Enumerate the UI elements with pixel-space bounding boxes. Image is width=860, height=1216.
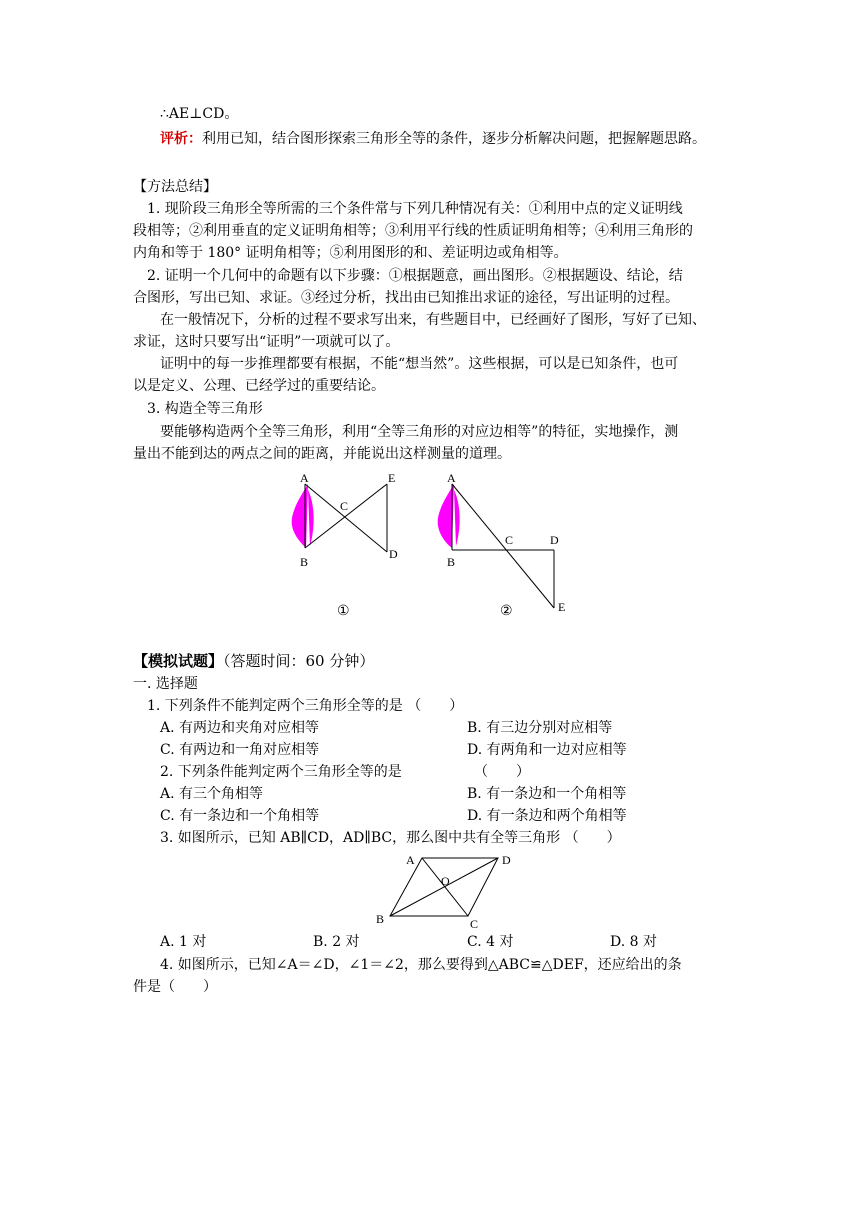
quiz-heading: 【模拟试题】 [133, 652, 224, 670]
q1-option-c: C. 有两边和一角对应相等 [160, 742, 320, 758]
method-p4-line1: 证明中的每一步推理都要有根据，不能“想当然”。这些根据，可以是已知条件，也可 [160, 356, 679, 372]
q3-stem: 3. 如图所示，已知 AB∥CD，AD∥BC，那么图中共有全等三角形 （ ） [160, 830, 621, 846]
fig2-label-E: E [558, 600, 566, 614]
fig1-label-C: C [340, 499, 349, 513]
q4-stem-line2: 件是（ ） [133, 979, 217, 995]
q3-option-a: A. 1 对 [160, 934, 207, 950]
q2-paren: （ ） [474, 764, 530, 780]
method-p2-line2: 合图形，写出已知、求证。③经过分析，找出由已知推出求证的途径，写出证明的过程。 [133, 290, 679, 306]
q3-option-c: C. 4 对 [467, 934, 514, 950]
method-p6-line2: 量出不能到达的两点之间的距离，并能说出这样测量的道理。 [133, 446, 511, 462]
q1-stem: 1. 下列条件不能判定两个三角形全等的是 （ ） [147, 698, 464, 714]
fig1-label-E: E [388, 471, 396, 485]
para-label-A: A [406, 853, 415, 867]
method-p6-line1: 要能够构造两个全等三角形，利用“全等三角形的对应边相等”的特征，实地操作，测 [160, 424, 679, 440]
figure-1-shading-inner [308, 490, 314, 546]
quiz-heading-line [133, 650, 374, 672]
analysis-text: 利用已知，结合图形探索三角形全等的条件，逐步分析解决问题，把握解题思路。 [202, 131, 706, 147]
q1-option-d: D. 有两角和一边对应相等 [467, 742, 627, 758]
method-p1-line2: 段相等；②利用垂直的定义证明角相等；③利用平行线的性质证明角相等；④利用三角形的 [133, 223, 693, 239]
para-label-C: C [470, 917, 479, 931]
method-heading: 【方法总结】 [133, 179, 217, 195]
method-p1-line1: 1. 现阶段三角形全等所需的三个条件常与下列几种情况有关：①利用中点的定义证明线 [147, 201, 683, 217]
fig1-label-D: D [389, 547, 398, 561]
conclusion-line: ∴AE⊥CD。 [160, 106, 239, 122]
fig1-label-A: A [300, 471, 309, 485]
figure-2 [430, 468, 590, 623]
parallelogram-figure [370, 848, 520, 934]
para-label-O: O [441, 874, 450, 888]
q2-option-a: A. 有三个角相等 [160, 786, 264, 802]
fig2-label-D: D [550, 533, 559, 547]
figure-1 [280, 468, 410, 623]
method-p5: 3. 构造全等三角形 [147, 401, 263, 417]
q2-option-d: D. 有一条边和两个角相等 [467, 808, 627, 824]
section-title: 一. 选择题 [133, 676, 198, 692]
quiz-time-note: （答题时间：60 分钟） [223, 652, 375, 670]
q2-stem: 2. 下列条件能判定两个三角形全等的是 [160, 764, 402, 780]
method-p3-line1: 在一般情况下，分析的过程不要求写出来，有些题目中，已经画好了图形，写好了已知、 [160, 312, 706, 328]
para-label-B: B [376, 912, 385, 926]
q4-stem-line1: 4. 如图所示，已知∠A＝∠D，∠1＝∠2，那么要得到△ABC≌△DEF，还应给出的条 [160, 957, 682, 973]
method-p2-line1: 2. 证明一个几何中的命题有以下步骤：①根据题意，画出图形。②根据题设、结论，结 [147, 268, 683, 284]
fig2-label-A: A [447, 471, 456, 485]
para-label-D: D [502, 853, 511, 867]
q1-option-a: A. 有两边和夹角对应相等 [160, 720, 320, 736]
fig1-label-B: B [300, 555, 309, 569]
figure-1-shading [292, 484, 308, 548]
analysis-line [160, 128, 706, 150]
analysis-label: 评析： [160, 131, 202, 147]
fig2-caption: ② [500, 604, 513, 619]
q3-option-b: B. 2 对 [313, 934, 360, 950]
fig1-caption: ① [337, 604, 350, 619]
q1-option-b: B. 有三边分别对应相等 [467, 720, 613, 736]
method-p4-line2: 以是定义、公理、已经学过的重要结论。 [133, 378, 385, 394]
q2-option-b: B. 有一条边和一个角相等 [467, 786, 627, 802]
method-p3-line2: 求证，这时只要写出“证明”一项就可以了。 [133, 334, 400, 350]
fig2-label-C: C [505, 533, 514, 547]
q2-option-c: C. 有一条边和一个角相等 [160, 808, 320, 824]
figure-2-shading-inner [454, 490, 460, 546]
q3-option-d: D. 8 对 [610, 934, 657, 950]
fig2-label-B: B [447, 555, 456, 569]
method-p1-line3: 内角和等于 180° 证明角相等；⑤利用图形的和、差证明边或角相等。 [133, 245, 568, 261]
